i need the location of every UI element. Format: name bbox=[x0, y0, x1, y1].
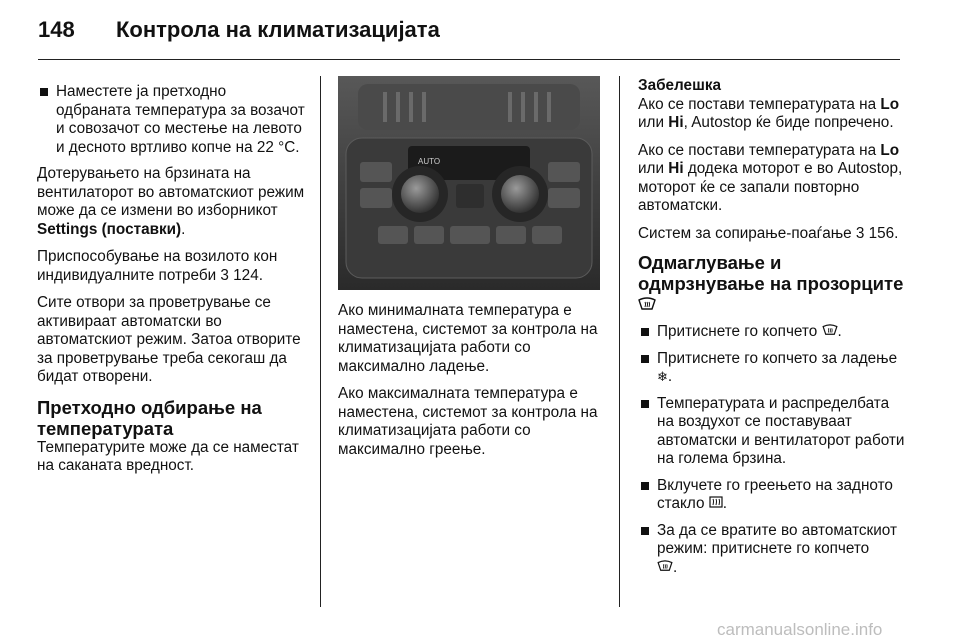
rear-window-heating-icon bbox=[709, 495, 723, 514]
note-paragraph: Ако се постави температурата на Lo или Hi додека моторот е во Autostop, моторот ќе се запали повторно автоматски. bbox=[638, 141, 903, 214]
list-item: Температурата и распределбата на воздухот се поставуваат автоматски и вентилаторот работи на голема брзина. bbox=[638, 395, 910, 469]
windscreen-defrost-icon bbox=[822, 323, 838, 342]
paragraph: Дотерувањето на брзината на вентилаторот во автоматскиот режим може да се измени во изборникот Settings (поставки). bbox=[37, 165, 305, 238]
snowflake-icon: ❄ bbox=[657, 369, 668, 384]
paragraph: Ако максималната температура е наместена, системот за контрола на климатизацијата работи со максимално греење. bbox=[338, 385, 598, 458]
list-item: Притиснете го копчето за ладење ❄. bbox=[638, 350, 910, 387]
right-temperature-knob bbox=[501, 175, 539, 213]
list-item: За да се вратите во автоматскиот режим: притиснете го копчето . bbox=[638, 522, 910, 578]
list-item: Притиснете го копчето . bbox=[638, 323, 910, 342]
section-heading: Одмаглување и одмрзнување на прозорците bbox=[638, 252, 910, 317]
note-paragraph: Ако се постави температурата на Lo или Hi, Autostop ќе биде попречено. bbox=[638, 95, 900, 131]
page-number: 148 bbox=[38, 17, 75, 42]
page-header bbox=[0, 0, 960, 56]
list-item: Наместете ја претходно одбраната температура за возачот и совозачот со местење на левото и десното вртливо копче на 22 °C. bbox=[37, 83, 305, 157]
bullet-marker bbox=[641, 482, 649, 490]
left-temperature-knob bbox=[401, 175, 439, 213]
list-item: Вклучете го греењето на задното стакло . bbox=[638, 477, 910, 514]
climate-panel-photo bbox=[338, 76, 600, 290]
column-3 bbox=[638, 77, 910, 585]
windscreen-defrost-icon bbox=[657, 559, 673, 578]
section-heading: Претходно одбирање на температурата bbox=[37, 396, 262, 439]
watermark: carmanualsonline.info bbox=[717, 620, 883, 639]
header-rule bbox=[38, 59, 900, 60]
bullet-marker bbox=[641, 400, 649, 408]
windscreen-defrost-icon bbox=[638, 296, 656, 317]
column-2 bbox=[338, 302, 606, 468]
page-title: Контрола на климатизацијата bbox=[116, 17, 440, 42]
bullet-marker bbox=[641, 527, 649, 535]
note-paragraph: Систем за сопирање-поаѓање 3 156. bbox=[638, 224, 899, 242]
bullet-marker bbox=[641, 328, 649, 336]
paragraph: Приспособување на возилото кон индивидуалните потреби 3 124. bbox=[37, 248, 278, 284]
column-divider-2 bbox=[619, 76, 620, 607]
page-reference: 3 156. bbox=[855, 224, 899, 242]
climate-panel-illustration bbox=[338, 76, 600, 290]
column-1 bbox=[37, 83, 305, 485]
note-title: Забелешка bbox=[638, 77, 721, 94]
bullet-marker bbox=[641, 355, 649, 363]
paragraph: Температурите може да се наместат на саканата вредност. bbox=[37, 438, 299, 474]
auto-label: AUTO bbox=[418, 157, 441, 166]
bullet-marker bbox=[40, 88, 48, 96]
paragraph: Сите отвори за проветрување се активираат автоматски во автоматскиот режим. Затоа отворите за проветрување треба секогаш да бидат отворени. bbox=[37, 294, 301, 385]
column-divider-1 bbox=[320, 76, 321, 607]
paragraph: Ако минималната температура е наместена, системот за контрола на климатизацијата работи со максимално ладење. bbox=[338, 302, 598, 375]
page-reference: 3 124. bbox=[220, 266, 263, 284]
